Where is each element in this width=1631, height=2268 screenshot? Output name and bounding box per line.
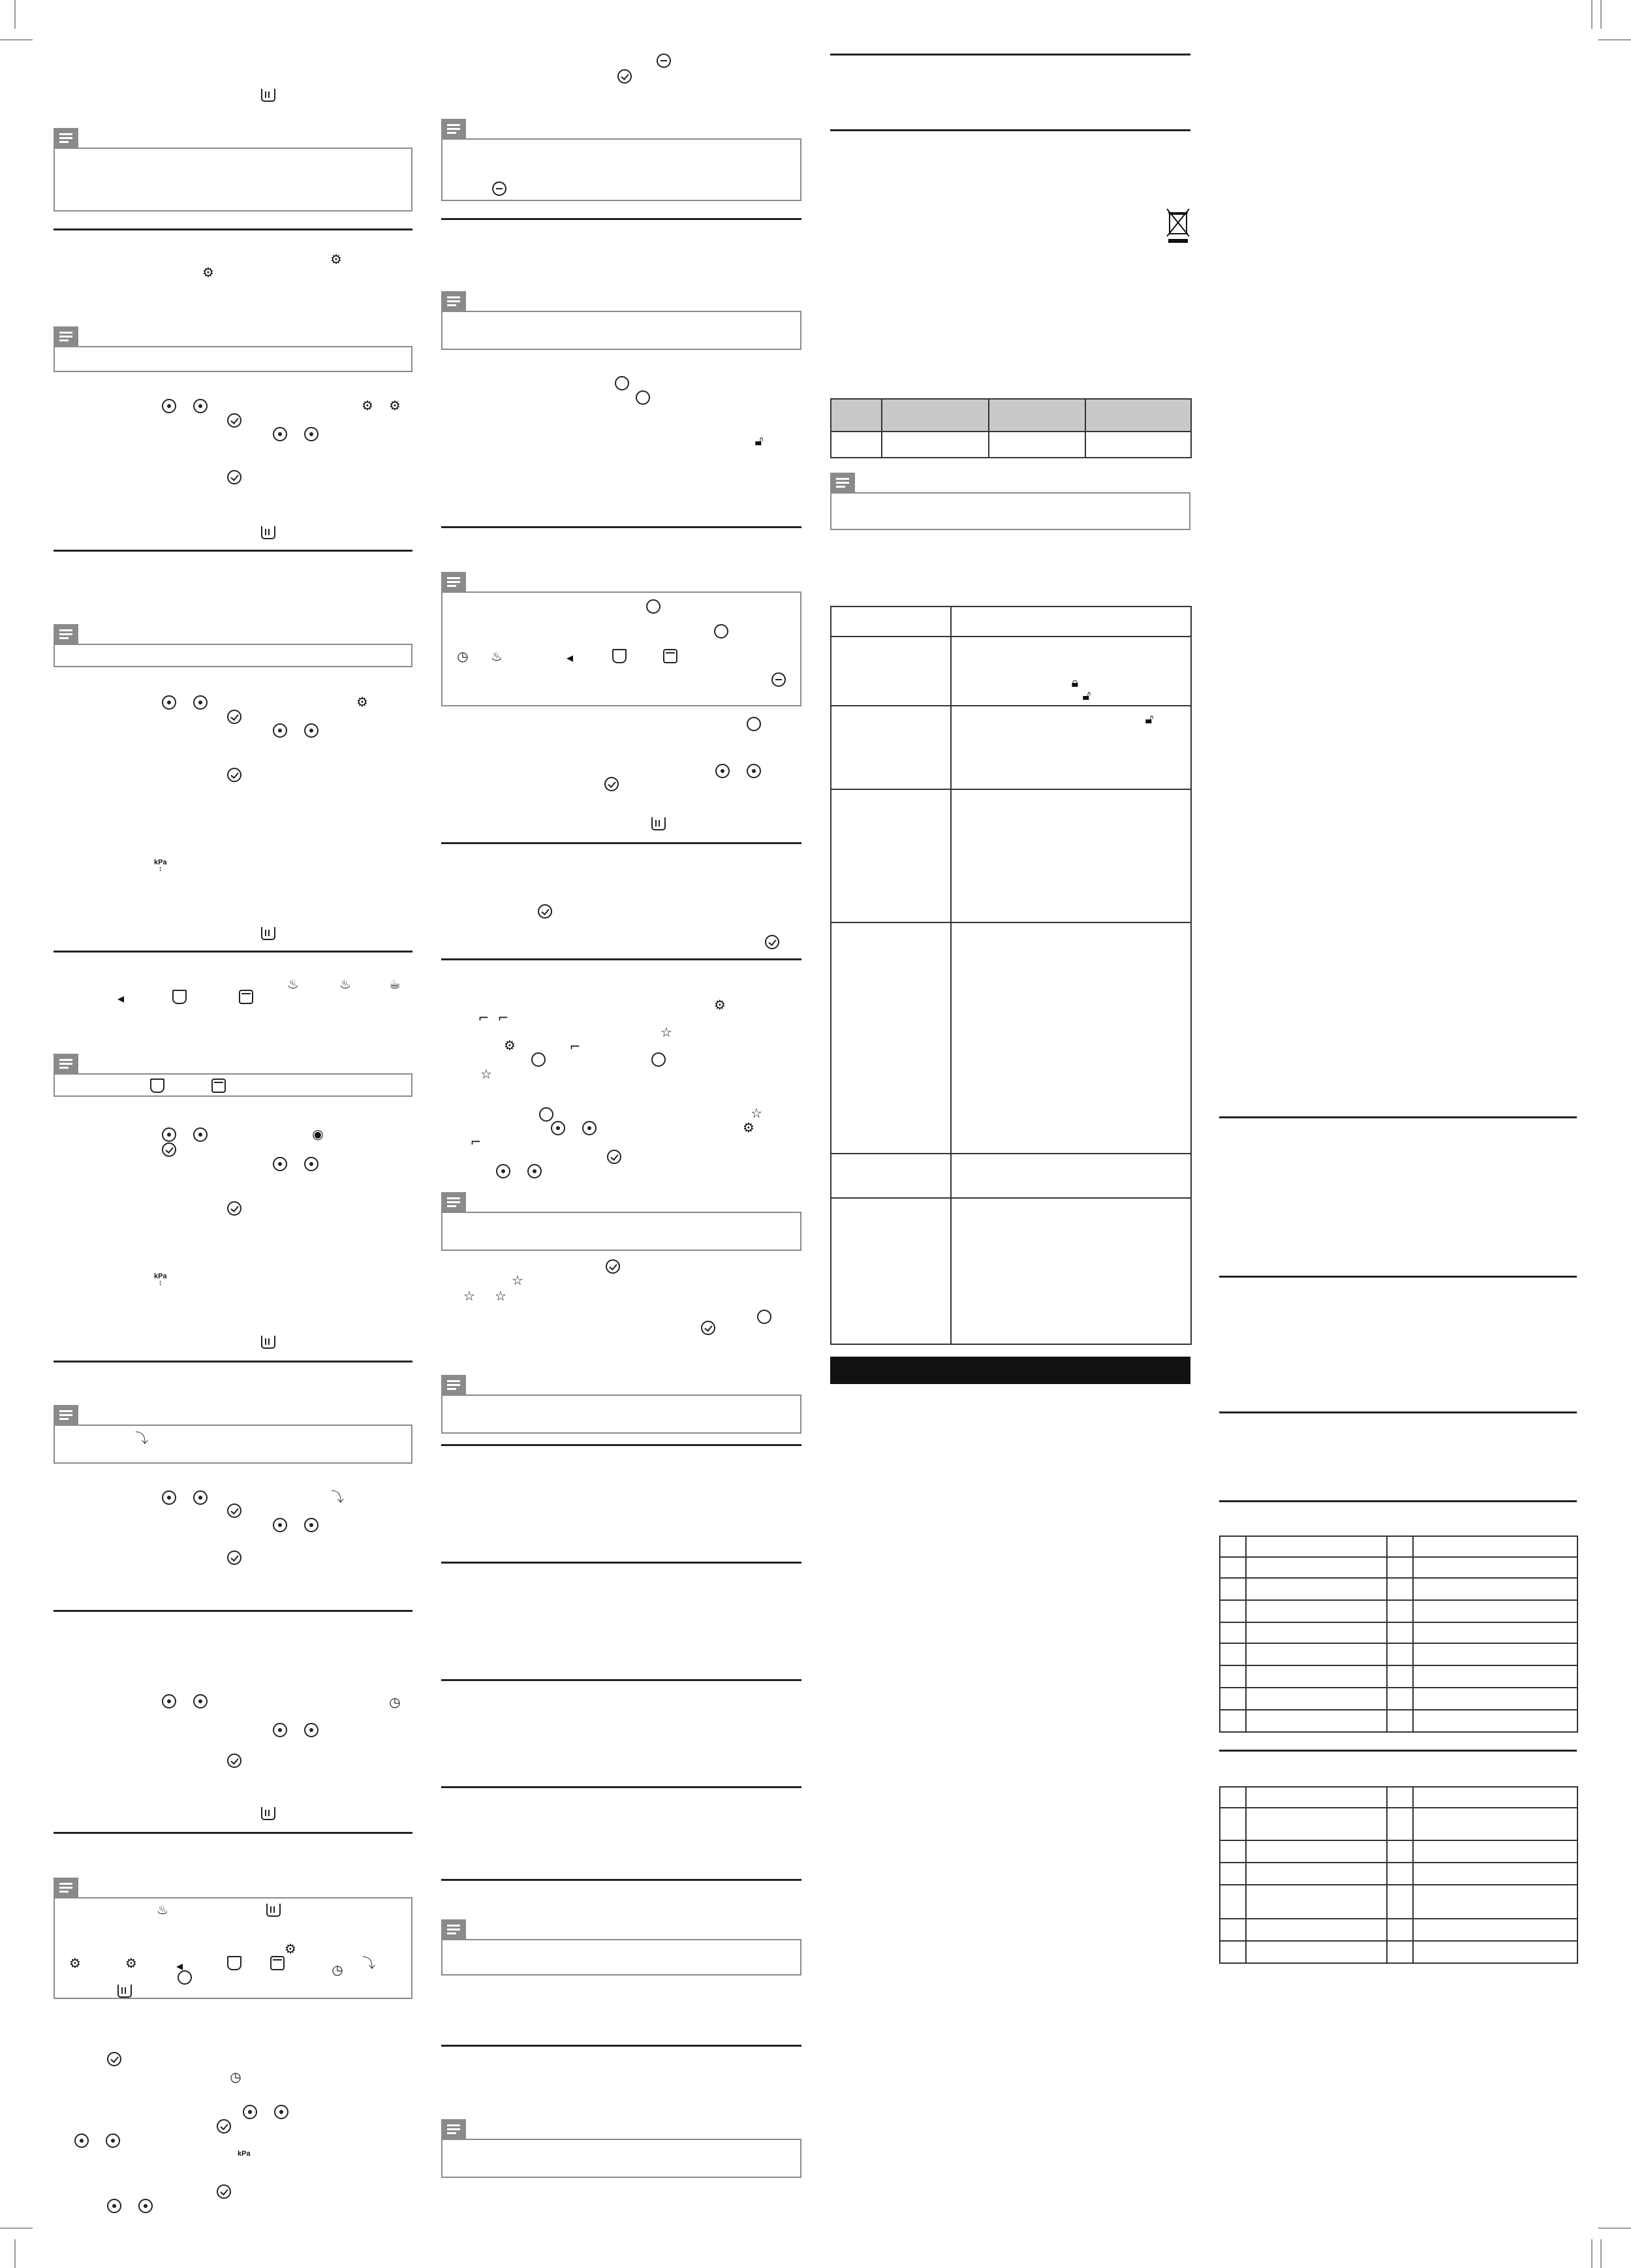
- note-box: [441, 291, 801, 350]
- confirm-icon[interactable]: [606, 1259, 620, 1274]
- keep-warm-icon: [261, 927, 275, 940]
- note-icon: [54, 1405, 78, 1425]
- bake-icon: ⚙: [202, 264, 214, 280]
- keep-warm-icon: [266, 1904, 281, 1917]
- keep-warm-icon: [261, 526, 275, 539]
- keep-warm-button-icon: [714, 624, 728, 638]
- section-divider: [54, 550, 412, 552]
- confirm-icon[interactable]: [765, 935, 779, 949]
- confirm-icon[interactable]: [227, 768, 241, 782]
- note-icon: [441, 572, 466, 591]
- program-up-icon[interactable]: [162, 1694, 176, 1709]
- recipe-table-2: [1219, 1786, 1578, 1964]
- program-down-icon[interactable]: [193, 1490, 208, 1505]
- timer-icon: ◷: [230, 2069, 241, 2085]
- table-row: [1220, 1919, 1577, 1941]
- table-row: [1220, 1557, 1577, 1578]
- note-box: [54, 1054, 412, 1097]
- table-row: [831, 1154, 1191, 1198]
- note-icon: [54, 624, 78, 644]
- confirm-icon[interactable]: [227, 1754, 241, 1768]
- section-divider: [830, 54, 1190, 55]
- pressure-unit-indicator: kPa ↕: [154, 1272, 167, 1287]
- note-icon: [441, 119, 466, 138]
- program-up-icon[interactable]: [107, 2199, 121, 2213]
- unlock-icon: 🔓︎: [1145, 711, 1154, 727]
- yogurt-icon: ☕: [389, 976, 401, 992]
- note-box: [54, 326, 412, 372]
- note-box: [54, 624, 412, 667]
- bin-not-household-waste-icon: [1166, 208, 1190, 244]
- note-box: [441, 1919, 801, 1976]
- fish-icon: ◂: [176, 1958, 183, 1974]
- jar-icon: [270, 1956, 285, 1970]
- program-up-icon[interactable]: [243, 2105, 257, 2119]
- section-divider: [54, 1832, 412, 1834]
- unlock-icon: 🔓︎: [754, 433, 764, 449]
- note-box: [441, 1192, 801, 1251]
- program-down-icon[interactable]: [527, 1164, 542, 1178]
- program-up-icon[interactable]: [162, 399, 176, 413]
- section-divider: [54, 1610, 412, 1612]
- keep-warm-icon: [261, 1807, 275, 1820]
- table-row: [1220, 1840, 1577, 1863]
- note-icon: [441, 2119, 466, 2139]
- fish-icon: ⌐: [470, 1134, 482, 1150]
- multicook-icon: ◉: [312, 1126, 324, 1142]
- cake-icon: [612, 649, 627, 663]
- section-divider: [1219, 1116, 1577, 1118]
- confirm-icon[interactable]: [217, 2119, 231, 2134]
- note-icon: [54, 1054, 78, 1073]
- unlock-icon: 🔓︎: [1082, 687, 1091, 703]
- recipe-table-1: [1219, 1536, 1578, 1733]
- table-row: [1220, 1885, 1577, 1919]
- note-icon: [54, 1878, 78, 1897]
- section-divider: [1219, 1750, 1577, 1752]
- confirm-icon[interactable]: [227, 413, 241, 428]
- confirm-icon[interactable]: [607, 1150, 621, 1164]
- column-1: [54, 0, 412, 2268]
- table-row: [831, 606, 1191, 637]
- cancel-icon[interactable]: [657, 54, 671, 68]
- section-divider: [441, 842, 801, 844]
- keep-warm-button-icon: [747, 717, 761, 731]
- lock-icon: 🔒︎: [1071, 674, 1079, 690]
- program-down-icon[interactable]: [274, 2105, 288, 2119]
- note-icon: [54, 128, 78, 148]
- steam-icon: ⚙: [743, 1120, 754, 1135]
- program-up-icon[interactable]: [273, 723, 287, 738]
- program-up-icon[interactable]: [162, 1127, 176, 1142]
- table-row: [1220, 1665, 1577, 1688]
- section-divider: [441, 218, 801, 220]
- section-divider: [441, 1679, 801, 1681]
- fish-icon: ◂: [566, 650, 574, 665]
- column-4: [1219, 0, 1577, 2268]
- jar-icon: [239, 990, 253, 1004]
- bake-icon: ⚙: [330, 251, 342, 267]
- cancel-icon[interactable]: [771, 672, 786, 687]
- section-divider: [54, 951, 412, 953]
- note-icon: [441, 1192, 466, 1212]
- cake-icon: [227, 1956, 241, 1970]
- section-divider: [441, 2045, 801, 2047]
- confirm-icon[interactable]: [227, 1551, 241, 1565]
- slow-cook-icon: [539, 1107, 553, 1122]
- section-divider: [441, 958, 801, 960]
- note-box: [54, 1878, 412, 1999]
- favorite-star-icon: ☆: [512, 1272, 523, 1288]
- section-divider: [830, 129, 1190, 131]
- program-down-icon[interactable]: [193, 399, 208, 413]
- troubleshooting-table: [830, 606, 1192, 1345]
- table-row: [1220, 1643, 1577, 1665]
- roast-icon: ⤵: [362, 1955, 375, 1971]
- program-down-icon[interactable]: [106, 2134, 120, 2148]
- program-up-icon[interactable]: [496, 1164, 510, 1178]
- section-divider: [54, 1361, 412, 1362]
- jar-icon: [663, 649, 677, 663]
- meat-icon: ⌐: [478, 1010, 489, 1026]
- section-divider: [441, 1786, 801, 1788]
- rice-icon: ⚙: [69, 1955, 81, 1971]
- table-row: [831, 922, 1191, 1154]
- table-row: [831, 789, 1191, 922]
- preset-icon: [636, 390, 650, 405]
- favorite-star-icon: ☆: [660, 1024, 672, 1040]
- rice-icon: ⚙: [356, 694, 368, 710]
- slow-cook-icon: [531, 1052, 546, 1067]
- note-icon: [830, 473, 855, 492]
- table-row: [1220, 1600, 1577, 1622]
- section-divider: [441, 526, 801, 528]
- note-icon: [441, 1375, 466, 1394]
- soup-icon: ♨: [491, 648, 503, 664]
- favorite-star-icon: ☆: [463, 1288, 475, 1304]
- column-2: [441, 0, 801, 2268]
- table-header-row: [831, 399, 1191, 432]
- program-down-icon[interactable]: [304, 1518, 318, 1532]
- program-up-icon[interactable]: [162, 1490, 176, 1505]
- note-icon: [441, 291, 466, 311]
- keep-warm-icon: [261, 1336, 275, 1349]
- confirm-icon[interactable]: [227, 710, 241, 724]
- keep-warm-button-icon: [646, 599, 660, 614]
- table-row: [1220, 1863, 1577, 1885]
- table-row: [831, 432, 1191, 458]
- program-down-icon[interactable]: [193, 1127, 208, 1142]
- note-box: [54, 1405, 412, 1464]
- specifications-table: [830, 398, 1192, 458]
- pressure-unit-indicator: kPa ↕: [154, 858, 167, 873]
- program-up-icon[interactable]: [162, 695, 176, 710]
- table-row: [831, 1198, 1191, 1344]
- confirm-icon[interactable]: [227, 1504, 241, 1518]
- poultry-icon: ⌐: [497, 1010, 509, 1026]
- program-down-icon[interactable]: [304, 427, 318, 441]
- section-divider: [441, 1562, 801, 1564]
- section-divider: [441, 1879, 801, 1881]
- confirm-icon[interactable]: [107, 2052, 121, 2066]
- confirm-icon[interactable]: [617, 69, 632, 84]
- favorite-star-icon: ☆: [480, 1066, 492, 1082]
- preset-icon: [615, 376, 629, 390]
- keep-warm-icon: [117, 1985, 132, 1998]
- program-up-icon[interactable]: [273, 1518, 287, 1532]
- bake-icon: ⚙: [125, 1955, 137, 1971]
- slow-cook-icon: [651, 1052, 666, 1067]
- note-box: [441, 2119, 801, 2178]
- table-row: [1220, 1536, 1577, 1557]
- section-divider: [441, 1444, 801, 1446]
- bake-icon: ⚙: [285, 1941, 296, 1957]
- bake-icon: ⚙: [362, 398, 373, 413]
- roast-icon: ⤵: [135, 1430, 148, 1446]
- confirm-icon[interactable]: [538, 904, 552, 919]
- section-divider: [1219, 1411, 1577, 1413]
- table-row: [1220, 1941, 1577, 1963]
- program-down-icon[interactable]: [304, 1723, 318, 1737]
- favorite-star-icon: ☆: [495, 1288, 506, 1304]
- soup-program-icon: [178, 1970, 192, 1985]
- program-down-icon[interactable]: [138, 2199, 153, 2213]
- cancel-icon[interactable]: [492, 181, 506, 196]
- table-row: [831, 637, 1191, 706]
- note-box: [830, 473, 1190, 530]
- table-row: [1220, 1710, 1577, 1732]
- table-row: [1220, 1787, 1577, 1808]
- cake-icon: [172, 990, 187, 1004]
- program-up-icon[interactable]: [273, 427, 287, 441]
- note-box: [441, 572, 801, 706]
- fish-icon: ◂: [117, 990, 125, 1006]
- program-up-icon[interactable]: [273, 1723, 287, 1737]
- note-box: [54, 128, 412, 212]
- table-row: [1220, 1808, 1577, 1840]
- timer-icon: ◷: [457, 648, 469, 664]
- section-divider: [1219, 1500, 1577, 1502]
- note-icon: [441, 1919, 466, 1939]
- table-row: [1220, 1622, 1577, 1643]
- program-up-icon[interactable]: [551, 1121, 565, 1135]
- program-down-icon[interactable]: [582, 1121, 597, 1135]
- note-box: [441, 1375, 801, 1434]
- program-up-icon[interactable]: [273, 1157, 287, 1171]
- program-down-icon[interactable]: [193, 1694, 208, 1709]
- jar-icon: [211, 1079, 226, 1093]
- program-down-icon[interactable]: [193, 695, 208, 710]
- program-down-icon[interactable]: [304, 723, 318, 738]
- section-divider: [54, 228, 412, 230]
- confirm-icon[interactable]: [162, 1142, 176, 1157]
- table-row: [1220, 1578, 1577, 1600]
- roast-icon: ⤵: [331, 1489, 344, 1505]
- note-icon: [54, 326, 78, 346]
- confirm-icon[interactable]: [227, 470, 241, 484]
- steam-icon: ⚙: [714, 997, 726, 1013]
- timer-icon: ◷: [332, 1962, 343, 1977]
- bake-icon: ⚙: [389, 398, 401, 413]
- program-down-icon[interactable]: [304, 1157, 318, 1171]
- timer-icon: ◷: [389, 1694, 401, 1710]
- cake-icon: [150, 1079, 164, 1093]
- confirm-icon[interactable]: [701, 1321, 715, 1335]
- slow-cook-icon: [757, 1310, 771, 1324]
- program-down-icon[interactable]: [747, 764, 761, 778]
- confirm-icon[interactable]: [217, 2184, 231, 2199]
- confirm-icon[interactable]: [604, 777, 619, 791]
- end-band: [830, 1357, 1190, 1384]
- confirm-icon[interactable]: [227, 1201, 241, 1216]
- steam-icon: ♨: [339, 976, 351, 992]
- table-row: [831, 706, 1191, 789]
- section-divider: [1219, 1276, 1577, 1278]
- soup-icon: ♨: [287, 976, 299, 992]
- program-up-icon[interactable]: [74, 2134, 89, 2148]
- keep-warm-icon: [651, 817, 666, 830]
- table-row: [1220, 1688, 1577, 1710]
- pressure-unit-label: kPa: [238, 2150, 251, 2158]
- favorite-star-icon: ☆: [751, 1105, 762, 1121]
- bake-icon: ⚙: [504, 1037, 516, 1053]
- fish-icon: ⌐: [569, 1039, 581, 1054]
- column-3: [830, 0, 1190, 2268]
- program-up-icon[interactable]: [715, 764, 730, 778]
- keep-warm-icon: [261, 89, 275, 102]
- soup-icon: ♨: [157, 1902, 168, 1917]
